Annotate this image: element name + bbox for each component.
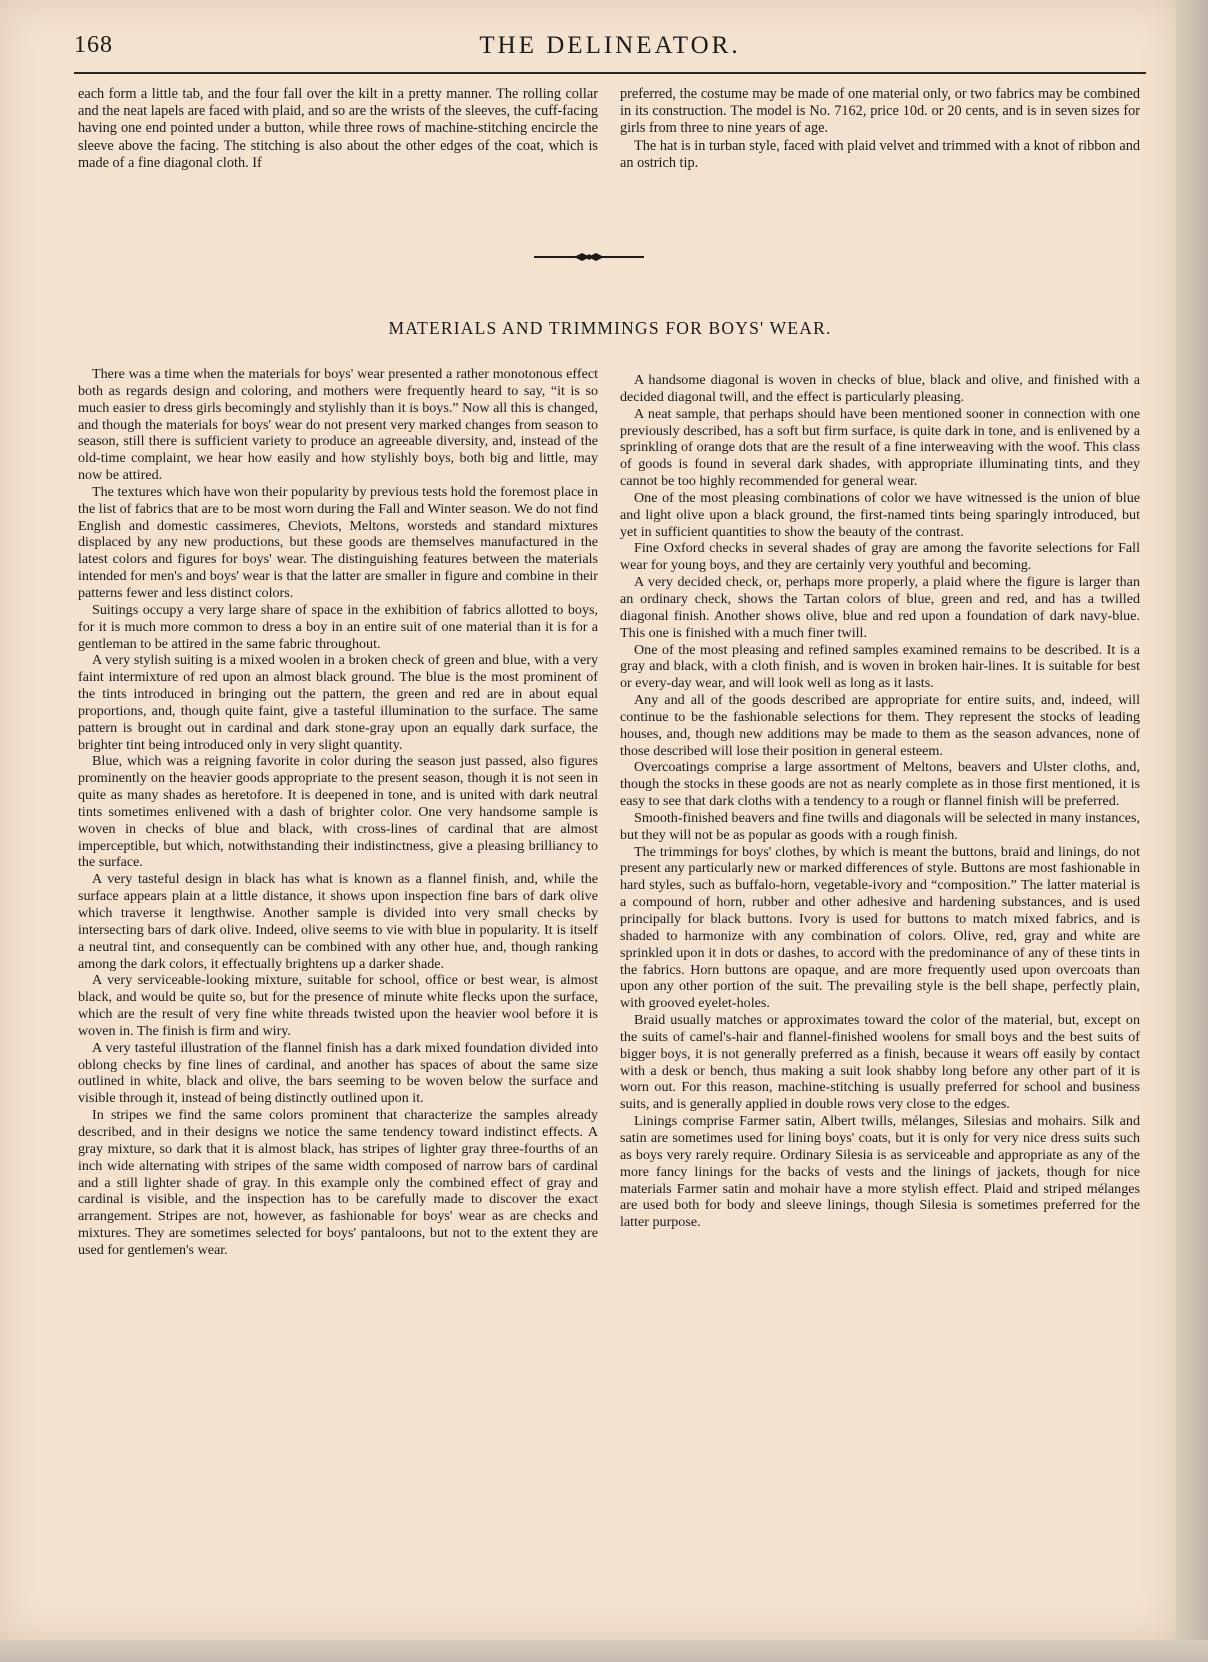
paragraph: The hat is in turban style, faced with plaid velvet and trimmed with a knot of ribbon and an ostrich tip.	[620, 137, 1140, 171]
paragraph: A very tasteful illustration of the flannel finish has a dark mixed foundation divided into oblong checks by fine lines of cardinal, and another has spaces of about the same size outlined in white, black and olive, the bars seeming to be woven below the surface and visible through it, instead of being distinctly outlined upon it.	[78, 1039, 598, 1107]
page-header	[74, 30, 1146, 70]
paragraph: Blue, which was a reigning favorite in color during the season just passed, also figures prominently on the heavier goods appropriate to the present season, though it is not seen in quite as many shades as heretofore. It is deepened in tone, and is united with dark neutral tints sometimes enlivened with a dash of brighter color. One very handsome sample is woven in checks of blue and black, with cross-lines of cardinal that are almost imperceptible, but which, notwithstanding their indistinctness, give a pleasing brilliancy to the surface.	[78, 753, 598, 871]
paragraph: The trimmings for boys' clothes, by which is meant the buttons, braid and linings, do not present any particularly new or marked differences of style. Buttons are most fashionable in hard styles, such as buffalo-horn, vegetable-ivory and “composition.” The latter material is a compound of horn, rubber and other adhesive and hardening substances, and is used principally for black buttons. Ivory is used for buttons to match mixed fabrics, and is shaded to harmonize with any combination of colors. Olive, red, gray and white are sprinkled upon it in dots or dashes, to accord with the predominance of any of these tints in the fabrics. Horn buttons are opaque, and are more frequently used upon overcoats than upon any other portion of the suit. The prevailing style is the bell shape, perfectly plain, with grooved eyelet-holes.	[620, 843, 1140, 1012]
paragraph: Braid usually matches or approximates toward the color of the material, but, except on the suits of camel's-hair and flannel-finished woolens for small boys and the best suits of bigger boys, it is not generally preferred as a finish, because it wears off easily by contact with a desk or bench, thus making a suit look shabby long before any other part of it is worn out. For this reason, machine-stitching is usually preferred for school and business suits, and is generally applied in double rows very close to the edges.	[620, 1012, 1140, 1113]
paragraph: A handsome diagonal is woven in checks of blue, black and olive, and finished with a decided diagonal twill, and the effect is particularly pleasing.	[620, 372, 1140, 405]
header-rule	[74, 72, 1146, 74]
article-right-column	[620, 372, 1140, 1602]
paragraph: A neat sample, that perhaps should have been mentioned sooner in connection with one previously described, has a soft but firm surface, is quite dark in tone, and is enlivened by a sprinkling of orange dots that are the result of a fine interweaving with the woof. This class of goods is found in several dark shades, with appropriate illuminating tints, and they cannot be too highly recommended for general wear.	[620, 405, 1140, 490]
paragraph: There was a time when the materials for boys' wear presented a rather monotonous effect both as regards design and coloring, and mothers were frequently heard to say, “it is so much easier to dress girls becomingly and stylishly than it is boys.” Now all this is changed, and though the materials for boys' wear do not present very marked changes from season to season, still there is sufficient variety to produce an agreeable diversity, and, instead of the old-time complaint, we hear how easily and how stylishly boys, both big and little, may now be attired.	[78, 366, 598, 484]
article-left-column	[78, 366, 598, 1601]
running-title: THE DELINEATOR.	[479, 32, 741, 59]
paragraph: each form a little tab, and the four fall over the kilt in a pretty manner. The rolling collar and the neat lapels are faced with plaid, and so are the wrists of the sleeves, the cuff-facing having one end pointed under a button, while three rows of machine-stitching encircle the sleeve above the facing. The stitching is also about the other edges of the coat, which is made of a fine diagonal cloth. If	[78, 86, 598, 171]
paragraph: Smooth-finished beavers and fine twills and diagonals will be selected in many instances, but they will not be as popular as goods with a rough finish.	[620, 809, 1140, 843]
paragraph: A very stylish suiting is a mixed woolen in a broken check of green and blue, with a very faint intermixture of red upon an almost black ground. The blue is the most prominent of the tints introduced in bringing out the pattern, the green and red are in about equal proportions, and, though quite faint, give a tasteful illumination to the surface. The same pattern is brought out in cardinal and dark stone-gray upon an equally dark surface, the brighter tint being introduced only in very slight quantity.	[78, 652, 598, 753]
paragraph: One of the most pleasing combinations of color we have witnessed is the union of blue and light olive upon a black ground, the first-named tints being sparingly introduced, but yet in sufficient quantities to show the beauty of the contrast.	[620, 489, 1140, 540]
paragraph: The textures which have won their popularity by previous tests hold the foremost place in the list of fabrics that are to be most worn during the Fall and Winter season. We do not find English and domestic cassimeres, Cheviots, Meltons, worsteds and standard mixtures displaced by any new productions, but these goods are themselves manufactured in the latest colors and figures for boys' wear. The distinguishing features between the materials intended for men's and boys' wear is that the latter are smaller in figure and combine in their patterns fewer and less distinct colors.	[78, 483, 598, 601]
paragraph: In stripes we find the same colors prominent that characterize the samples already described, and in their designs we notice the same tendency toward indistinct effects. A gray mixture, so dark that it is almost black, has stripes of lighter gray three-fourths of an inch wide alternating with stripes of the same width composed of narrow bars of cardinal and a still lighter shade of gray. In this example only the combined effect of gray and cardinal is visible, and the inspection has to be carefully made to discover the exact arrangement. Stripes are not, however, as fashionable for boys' wear as are checks and mixtures. They are sometimes selected for boys' pantaloons, but not to the extent they are used for gentlemen's wear.	[78, 1107, 598, 1258]
paragraph: A very serviceable-looking mixture, suitable for school, office or best wear, is almost black, and would be quite so, but for the presence of minute white flecks upon the surface, which are the result of very fine white threads twisted upon the heavier wool before it is woven in. The finish is firm and wiry.	[78, 972, 598, 1039]
page-number: 168	[74, 32, 113, 58]
paragraph: Linings comprise Farmer satin, Albert twills, mélanges, Silesias and mohairs. Silk and satin are sometimes used for lining boys' coats, but it is only for very nice dress suits such as boys very rarely require. Ordinary Silesia is as serviceable and appropriate as any of the more fancy linings for the backs of vests and the linings of jackets, though for nice materials Farmer satin and mohair have a more stylish effect. Plaid and striped mélanges are used both for body and sleeve linings, though Silesia is sometimes preferred for the latter purpose.	[620, 1113, 1140, 1231]
page-bottom-edge	[0, 1640, 1208, 1662]
paragraph: Suitings occupy a very large share of space in the exhibition of fabrics allotted to boys, for it is much more common to dress a boy in an entire suit of one material than it is for a gentleman to be attired in the same fabric throughout.	[78, 601, 598, 652]
article-title: MATERIALS AND TRIMMINGS FOR BOYS' WEAR.	[388, 318, 832, 338]
paragraph: Overcoatings comprise a large assortment of Meltons, beavers and Ulster cloths, and, though the stocks in these goods are not as nearly complete as in those first mentioned, it is easy to see that dark cloths with a tendency to a rough or flannel finish will be preferred.	[620, 759, 1140, 810]
section-divider-ornament	[534, 248, 644, 266]
paragraph: One of the most pleasing and refined samples examined remains to be described. It is a gray and black, with a cloth finish, and is woven in broken hair-lines. It is suitable for best or every-day wear, and will look well as long as it lasts.	[620, 641, 1140, 692]
top-left-column	[78, 86, 598, 196]
paragraph: preferred, the costume may be made of one material only, or two fabrics may be combined in its construction. The model is No. 7162, price 10d. or 20 cents, and is in seven sizes for girls from three to nine years of age.	[620, 86, 1140, 137]
top-right-column	[620, 86, 1140, 196]
paragraph: A very tasteful design in black has what is known as a flannel finish, and, while the surface appears plain at a little distance, it shows upon inspection fine bars of dark olive which traverse it lengthwise. Another sample is divided into very small checks by intersecting bars of dark olive. Indeed, olive seems to vie with blue in popularity. It is itself a neutral tint, and consequently can be combined with any other hue, and, though ranking among the dark colors, it effectually brightens up a darker shade.	[78, 871, 598, 972]
paragraph: Fine Oxford checks in several shades of gray are among the favorite selections for Fall wear for young boys, and they are certainly very youthful and becoming.	[620, 540, 1140, 574]
page-edge-shadow	[1176, 0, 1208, 1662]
paragraph: Any and all of the goods described are appropriate for entire suits, and, indeed, will continue to be the fashionable selections for them. They represent the stocks of leading houses, and, though new additions may be made to them as the season advances, none of those described will lose their position in general esteem.	[620, 692, 1140, 759]
paragraph: A very decided check, or, perhaps more properly, a plaid where the figure is larger than an ordinary check, shows the Tartan colors of blue, green and red, and has a twilled diagonal finish. Another shows olive, blue and red upon a foundation of dark navy-blue. This one is finished with a much finer twill.	[620, 574, 1140, 641]
